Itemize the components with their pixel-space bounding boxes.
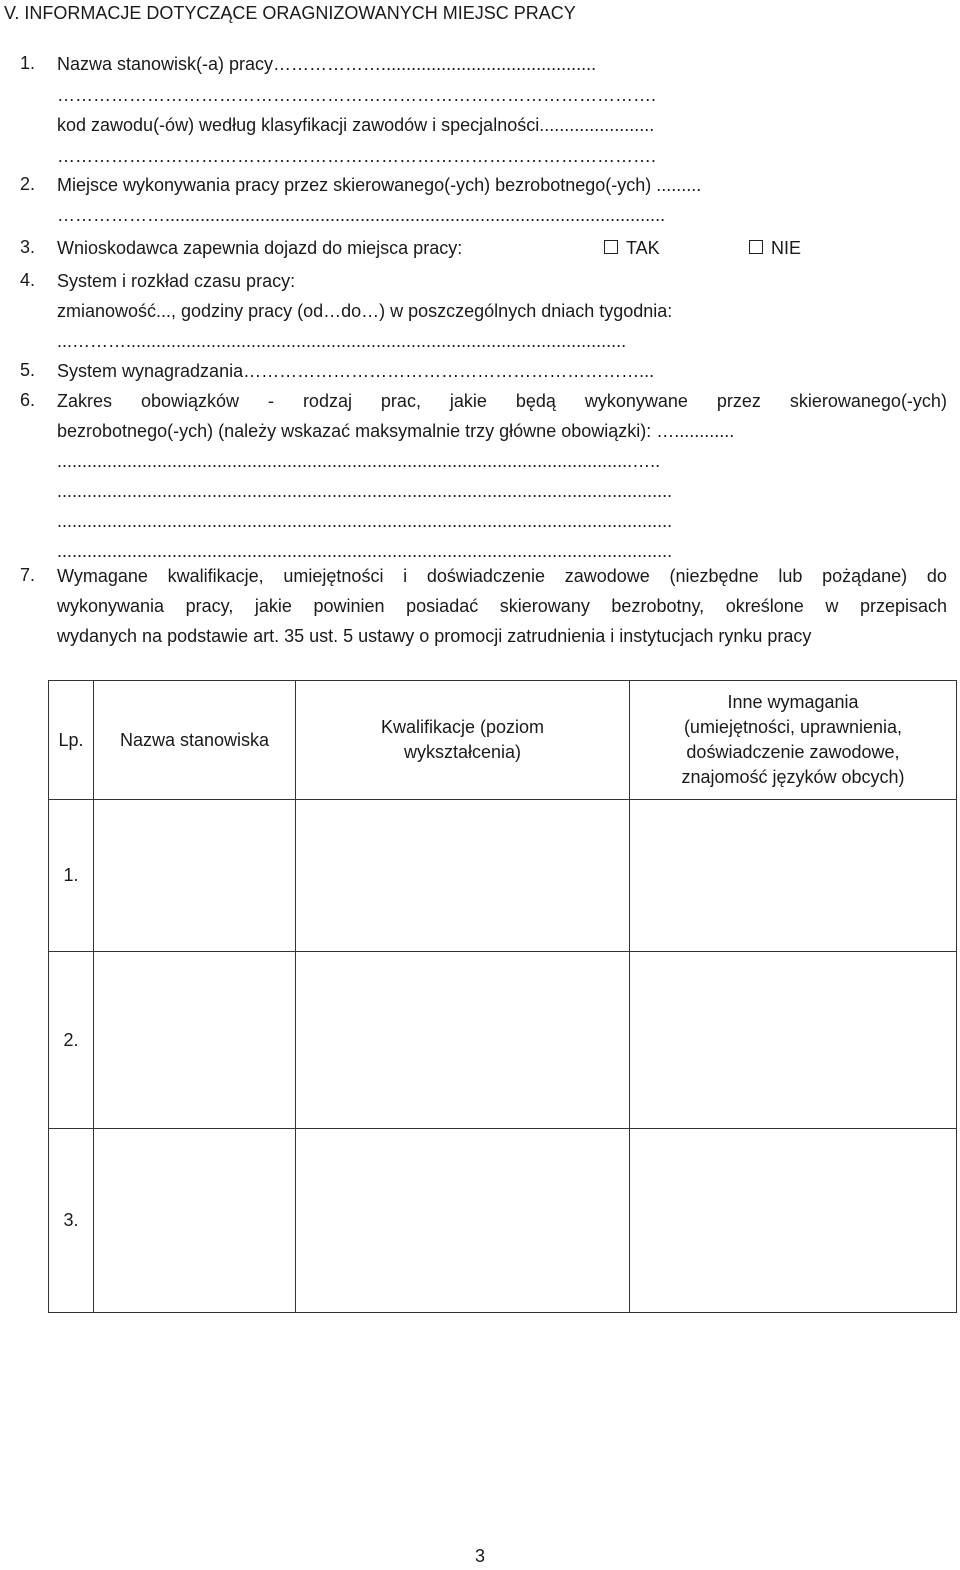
table-header-row: [49, 681, 957, 800]
item-1-occupation-code-fill[interactable]: ……………………………………………………………………………………….: [57, 146, 657, 166]
item-7-requirements-line-2: wykonywania pracy, jakie powinien posiadać skierowany bezrobotny, określone w przepisach: [57, 596, 947, 616]
position-name-cell[interactable]: [94, 800, 296, 952]
item-1-job-title-line[interactable]: Nazwa stanowisk(-a) pracy………………...........................................: [57, 54, 597, 74]
item-7-number: 7.: [20, 565, 36, 585]
other-requirements-cell[interactable]: [630, 952, 957, 1129]
item-4-shifts-hours-line[interactable]: zmianowość..., godziny pracy (od…do…) w poszczególnych dniach tygodnia:: [57, 301, 673, 321]
item-5-number: 5.: [20, 360, 36, 380]
checkbox-no-icon[interactable]: [749, 240, 763, 254]
table-row: [49, 800, 957, 952]
other-requirements-cell[interactable]: [630, 800, 957, 952]
col-header-position-name: Nazwa stanowiska: [94, 681, 296, 800]
item-1-number: 1.: [20, 53, 36, 73]
col-header-lp: Lp.: [49, 681, 94, 800]
item-4-work-schedule-label: System i rozkład czasu pracy:: [57, 271, 296, 291]
item-6-number: 6.: [20, 390, 36, 410]
option-yes-label: TAK: [626, 238, 660, 258]
requirements-table: [48, 680, 957, 1313]
item-6-duties-heading: Zakres obowiązków - rodzaj prac, jakie będą wykonywane przez skierowanego(-ych): [57, 391, 947, 411]
item-6-duties-fill-3[interactable]: ...........................................................................................................................: [57, 511, 673, 531]
commute-option-yes[interactable]: [604, 237, 660, 259]
qualifications-cell[interactable]: [296, 1129, 630, 1313]
item-3-commute-label: Wnioskodawca zapewnia dojazd do miejsca pracy:: [57, 238, 463, 258]
item-6-duties-fill-1[interactable]: ...................................................................................................................…..: [57, 451, 661, 471]
position-name-cell[interactable]: [94, 1129, 296, 1313]
item-1-job-title-fill[interactable]: ……………………………………………………………………………………….: [57, 85, 657, 105]
table-row: [49, 1129, 957, 1313]
item-2-workplace-line[interactable]: Miejsce wykonywania pracy przez skierowanego(-ych) bezrobotnego(-ych) .........: [57, 175, 702, 195]
checkbox-yes-icon[interactable]: [604, 240, 618, 254]
col-header-other-requirements: Inne wymagania (umiejętności, uprawnienia, doświadczenie zawodowe, znajomość języków obcych): [630, 681, 957, 800]
section-title: V. INFORMACJE DOTYCZĄCE ORAGNIZOWANYCH MIEJSC PRACY: [4, 3, 576, 23]
commute-option-no[interactable]: [749, 237, 801, 259]
item-2-workplace-fill[interactable]: ………………....................................................................................................: [57, 205, 666, 225]
page-number: 3: [474, 1546, 485, 1566]
col-header-qualifications: Kwalifikacje (poziom wykształcenia): [296, 681, 630, 800]
item-5-salary-system-line[interactable]: System wynagradzania…………………………………………………………...: [57, 361, 655, 381]
item-4-number: 4.: [20, 270, 36, 290]
item-2-number: 2.: [20, 174, 36, 194]
row-number: 1.: [49, 800, 94, 952]
qualifications-cell[interactable]: [296, 952, 630, 1129]
qualifications-cell[interactable]: [296, 800, 630, 952]
table-row: [49, 952, 957, 1129]
item-4-schedule-fill[interactable]: ...………....................................................................................................: [57, 331, 627, 351]
position-name-cell[interactable]: [94, 952, 296, 1129]
row-number: 3.: [49, 1129, 94, 1313]
item-6-duties-line[interactable]: bezrobotnego(-ych) (należy wskazać maksymalnie trzy główne obowiązki): …............: [57, 421, 735, 441]
item-1-occupation-code-line[interactable]: kod zawodu(-ów) według klasyfikacji zawodów i specjalności.......................: [57, 115, 655, 135]
other-requirements-cell[interactable]: [630, 1129, 957, 1313]
option-no-label: NIE: [771, 238, 802, 258]
item-3-number: 3.: [20, 237, 36, 257]
item-7-requirements-line-3: wydanych na podstawie art. 35 ust. 5 ustawy o promocji zatrudnienia i instytucjach rynku pracy: [57, 626, 812, 646]
item-6-duties-fill-4[interactable]: ...........................................................................................................................: [57, 541, 673, 561]
row-number: 2.: [49, 952, 94, 1129]
item-7-requirements-line-1: Wymagane kwalifikacje, umiejętności i doświadczenie zawodowe (niezbędne lub pożądane) do: [57, 566, 947, 586]
item-6-duties-fill-2[interactable]: ...........................................................................................................................: [57, 481, 673, 501]
